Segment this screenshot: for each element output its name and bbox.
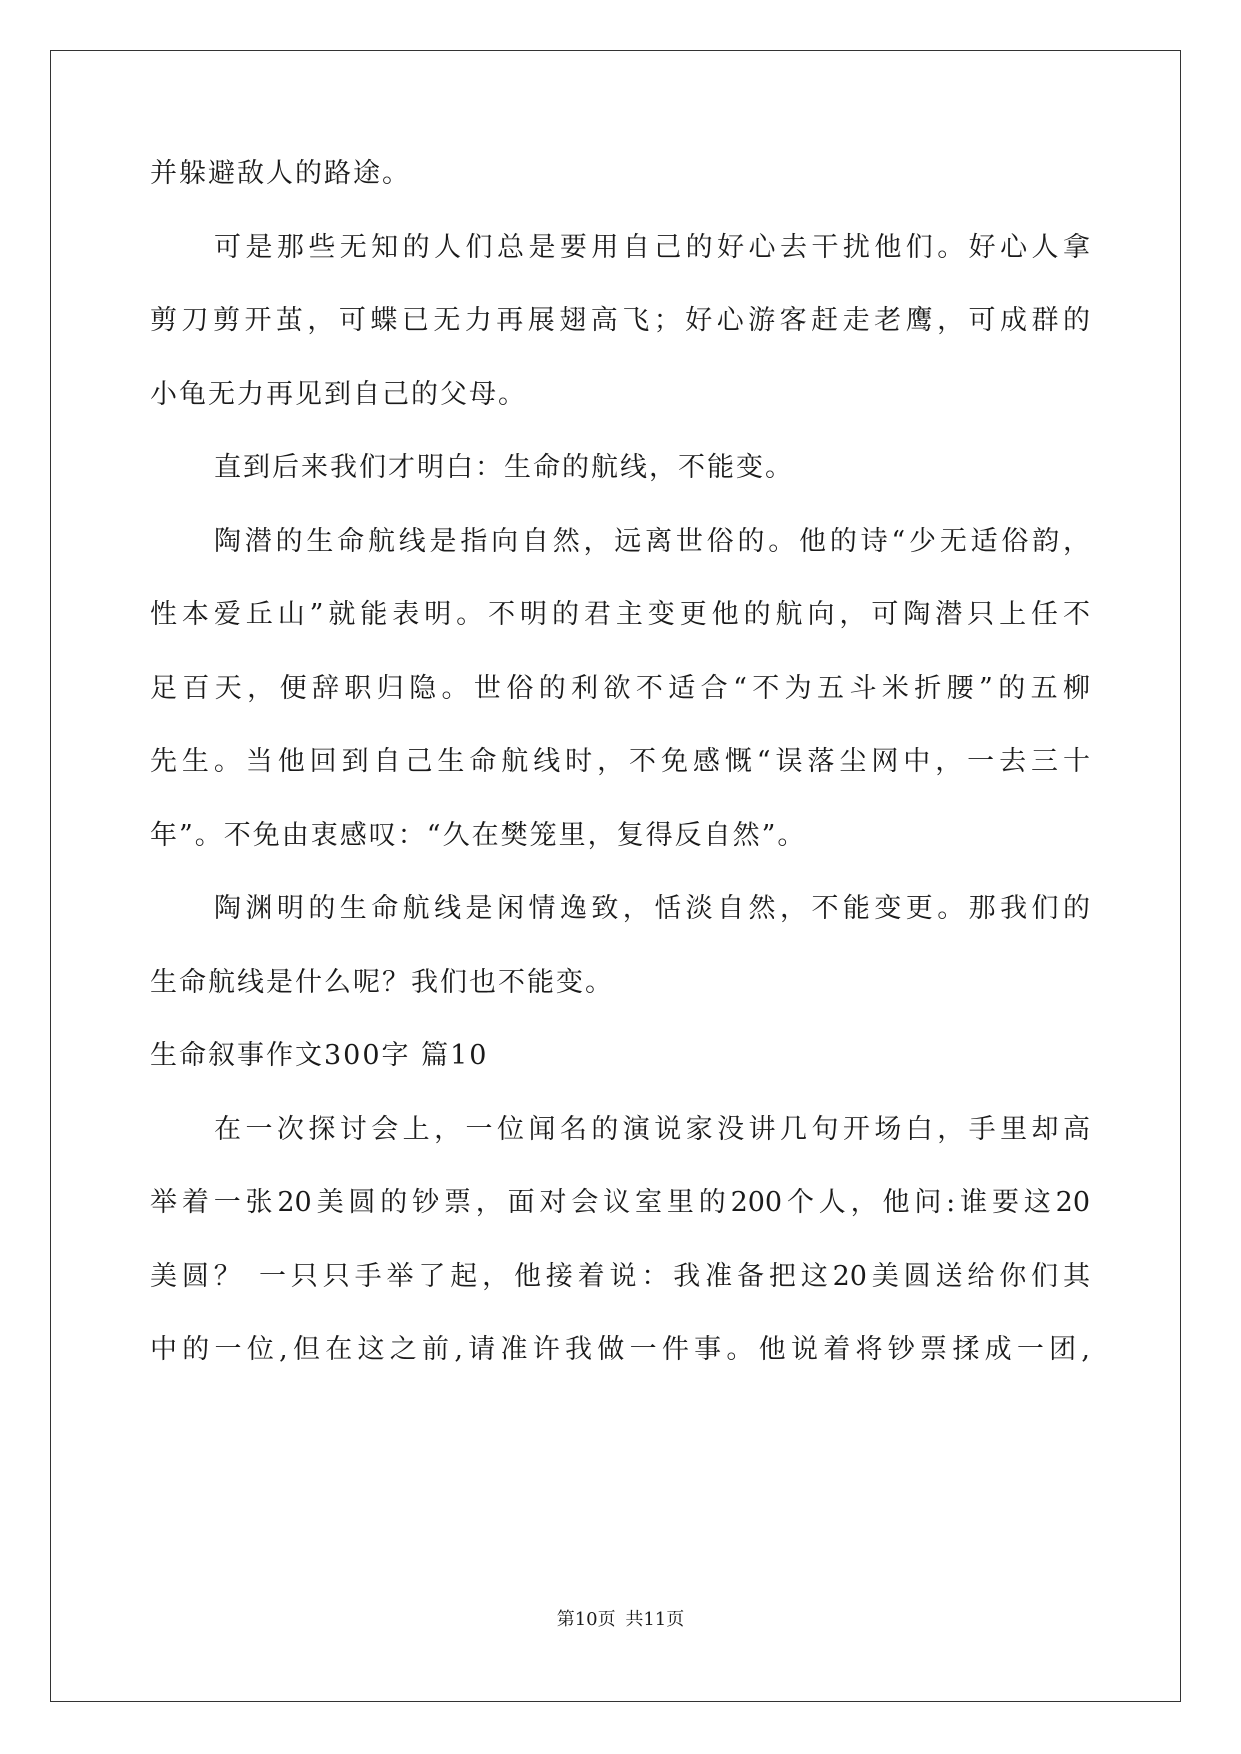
text-line-6: 陶潜的生命航线是指向自然，远离世俗的。他的诗“少无适俗韵， bbox=[214, 526, 1090, 557]
text-line-12: 生命航线是什么呢？我们也不能变。 bbox=[150, 967, 614, 998]
text-line-3: 剪刀剪开茧，可蝶已无力再展翅高飞；好心游客赶走老鹰，可成群的 bbox=[150, 305, 1090, 336]
text-line-8: 足百天，便辞职归隐。世俗的利欲不适合“不为五斗米折腰”的五柳 bbox=[150, 673, 1090, 704]
text-line-17: 中的一位,但在这之前,请准许我做一件事。他说着将钞票揉成一团, bbox=[150, 1334, 1090, 1365]
text-line-16: 美圆？ 一只只手举了起，他接着说：我准备把这20美圆送给你们其 bbox=[150, 1261, 1090, 1292]
text-line-15: 举着一张20美圆的钞票，面对会议室里的200个人，他问:谁要这20 bbox=[150, 1187, 1090, 1218]
text-line-10: 年”。不免由衷感叹：“久在樊笼里，复得反自然”。 bbox=[150, 820, 807, 851]
text-line-5: 直到后来我们才明白：生命的航线，不能变。 bbox=[214, 452, 794, 483]
text-line-4: 小龟无力再见到自己的父母。 bbox=[150, 379, 527, 410]
page-border bbox=[50, 50, 1181, 1702]
text-line-11: 陶渊明的生命航线是闲情逸致，恬淡自然，不能变更。那我们的 bbox=[214, 893, 1090, 924]
text-line-1: 并躲避敌人的路途。 bbox=[150, 158, 411, 189]
page-total: 共11页 bbox=[625, 1609, 685, 1630]
text-line-9: 先生。当他回到自己生命航线时，不免感慨“误落尘网中，一去三十 bbox=[150, 746, 1090, 777]
text-line-2: 可是那些无知的人们总是要用自己的好心去干扰他们。好心人拿 bbox=[214, 232, 1090, 263]
section-heading: 生命叙事作文300字 篇10 bbox=[150, 1040, 489, 1071]
text-line-7: 性本爱丘山”就能表明。不明的君主变更他的航向，可陶潜只上任不 bbox=[150, 599, 1090, 630]
text-line-14: 在一次探讨会上，一位闻名的演说家没讲几句开场白，手里却高 bbox=[214, 1114, 1090, 1145]
page-number: 第10页 bbox=[556, 1609, 616, 1630]
page-footer bbox=[0, 1608, 1241, 1632]
